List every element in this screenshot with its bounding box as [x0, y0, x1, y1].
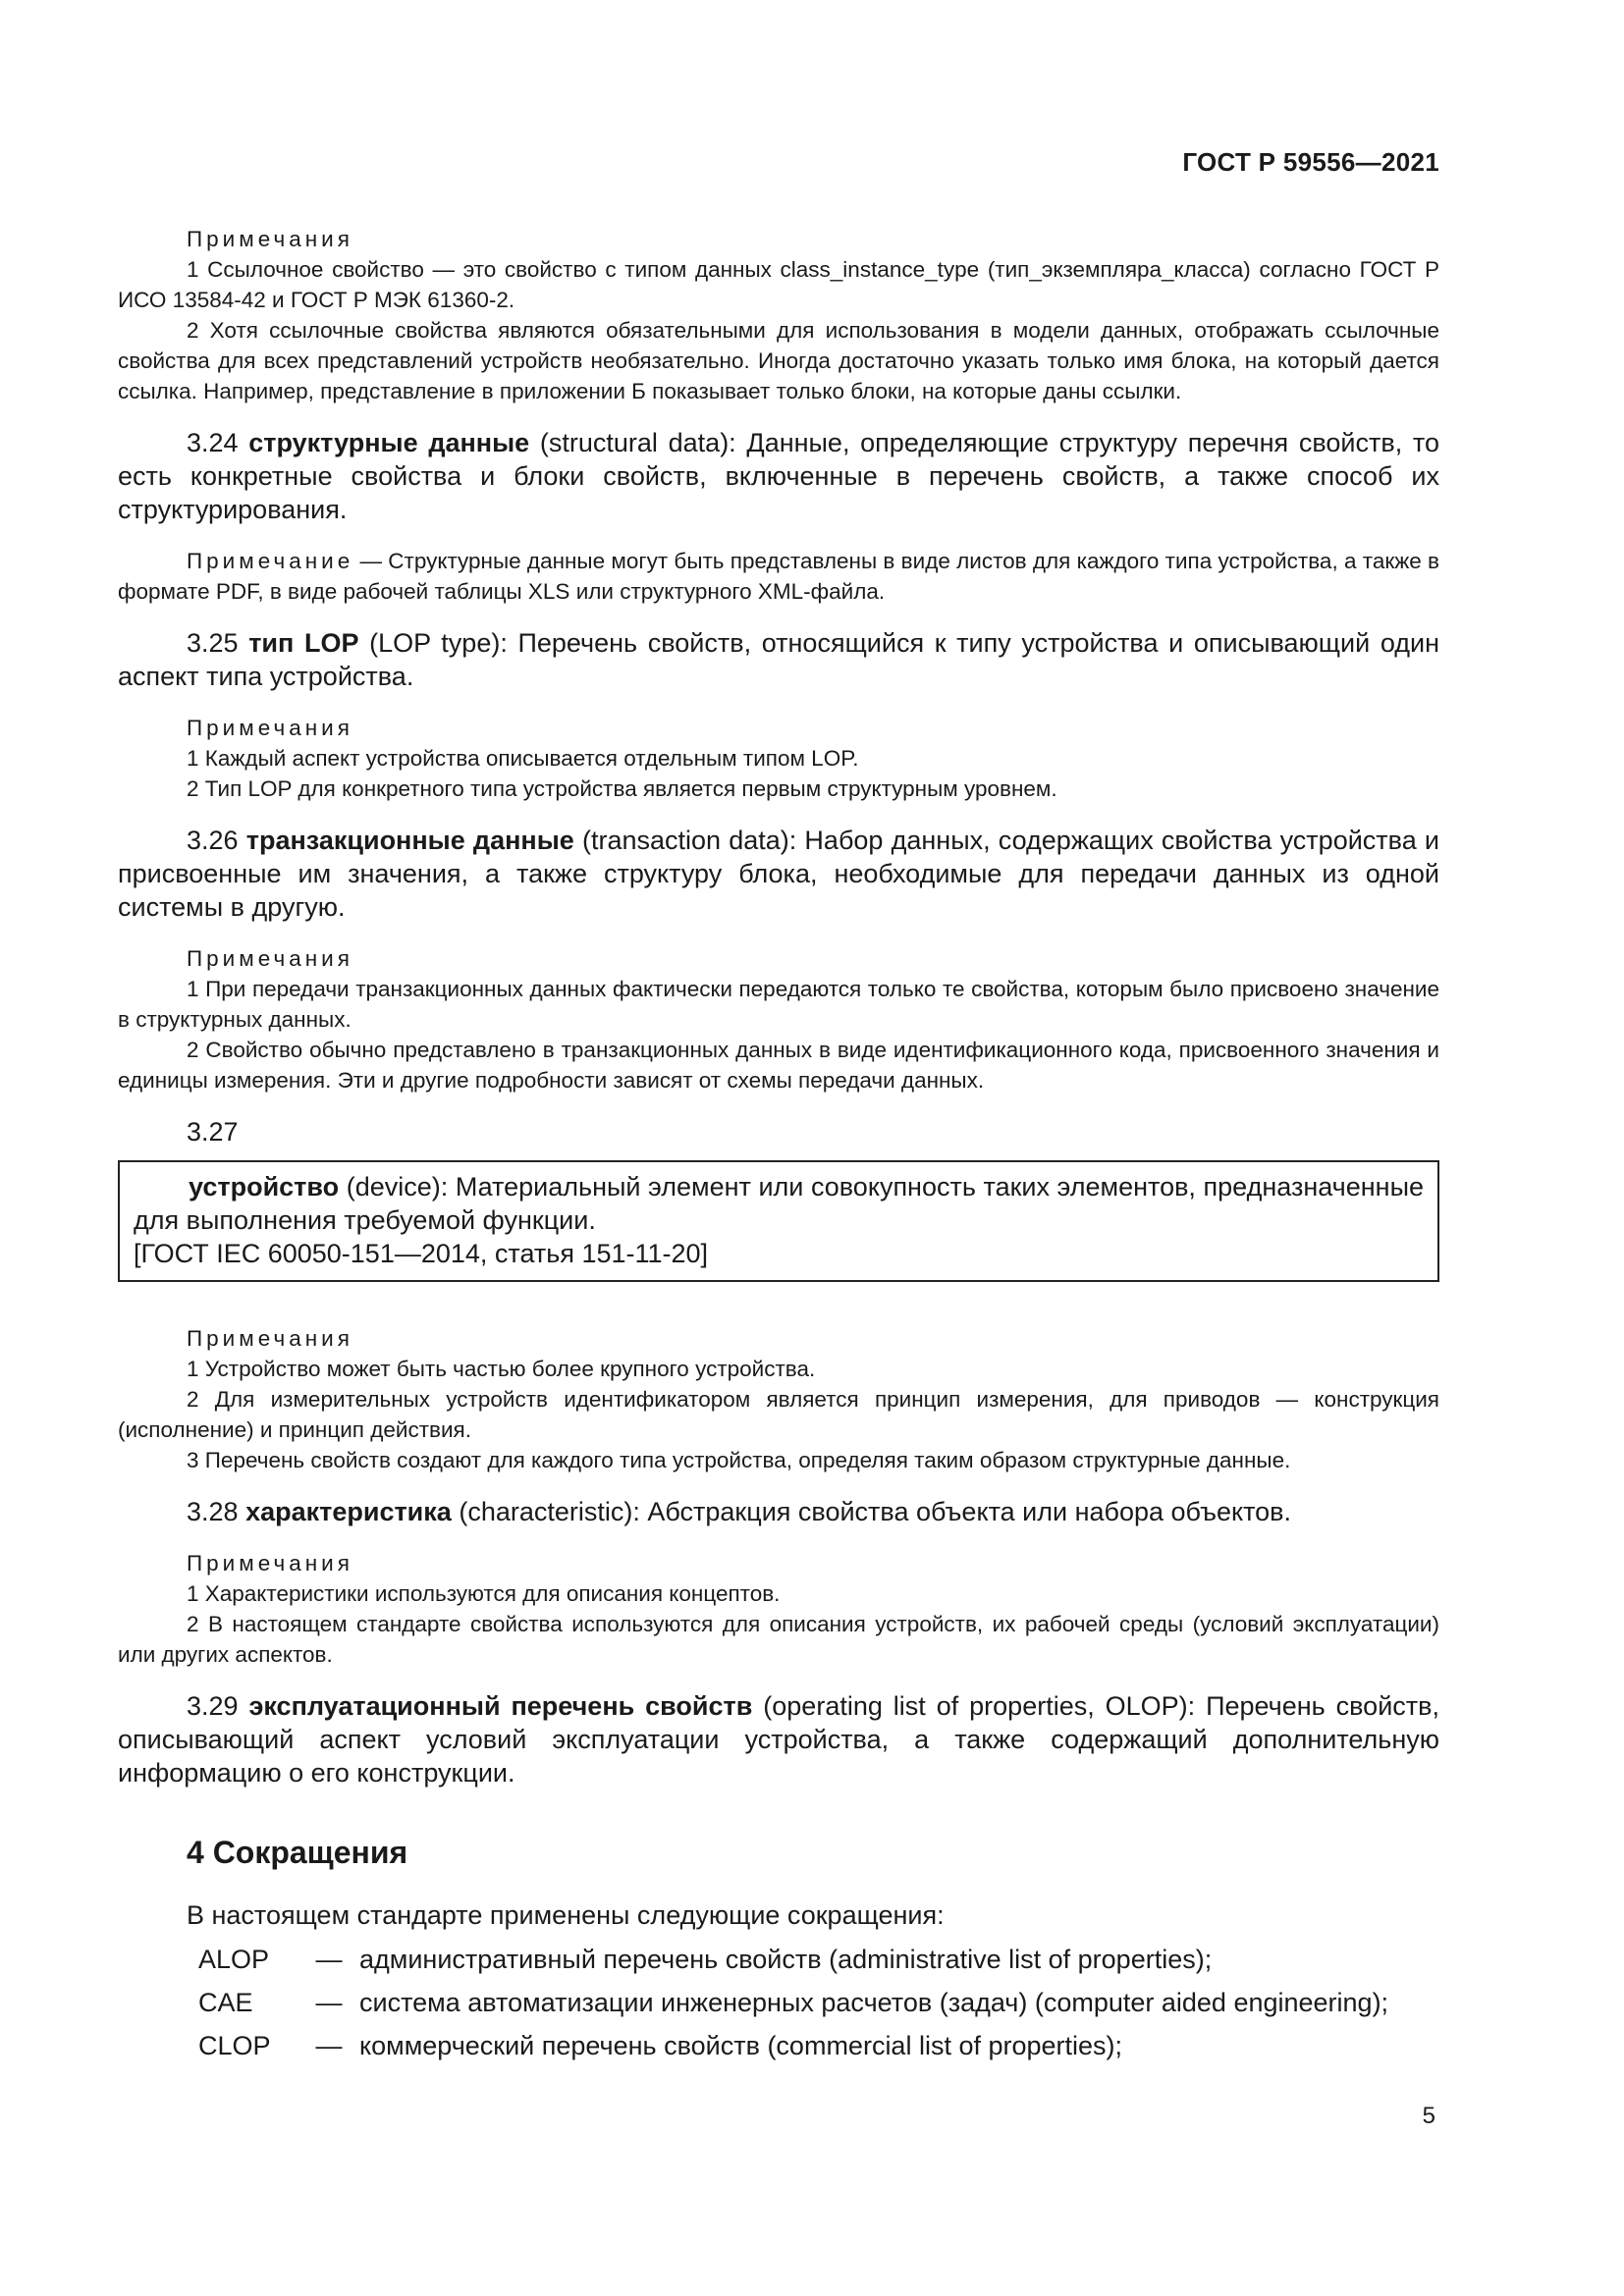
note-text: — Структурные данные могут быть представлены в виде листов для каждого типа устройства, а также в формате PDF, в виде рабочей таблицы XLS или структурного XML-файла. [118, 549, 1439, 604]
note-item: 2 В настоящем стандарте свойства используются для описания устройств, их рабочей среды (условий эксплуатации) или других аспектов. [118, 1612, 1439, 1667]
list-item [118, 2024, 1439, 2067]
abbreviation-code: CLOP [198, 2031, 271, 2060]
note-item: 1 Ссылочное свойство — это свойство с типом данных class_instance_type (тип_экземпляра_класса) согласно ГОСТ Р ИСО 13584-42 и ГОСТ Р МЭК 61360-2. [118, 257, 1439, 312]
notes-heading: Примечания [187, 227, 353, 251]
page-number: 5 [1422, 2103, 1435, 2129]
term-number: 3.26 [187, 826, 246, 855]
note-item: 2 Тип LOP для конкретного типа устройства является первым структурным уровнем. [187, 776, 1057, 801]
note-item: 1 Каждый аспект устройства описывается отдельным типом LOP. [187, 746, 859, 771]
term-definition: (device): Материальный элемент или совокупность таких элементов, предназначенные для выполнения требуемой функции. [134, 1172, 1424, 1235]
term-number: 3.29 [187, 1691, 249, 1721]
term-name: транзакционные данные [245, 826, 574, 855]
term-3-26 [118, 824, 1439, 924]
abbreviation-text: коммерческий перечень свойств (commercial list of properties); [359, 2031, 1123, 2060]
term-3-24 [118, 426, 1439, 526]
notes-3-26 [118, 943, 1439, 1095]
page-content [118, 224, 1439, 2067]
note-label: Примечание [187, 549, 354, 573]
definition-source: [ГОСТ IEC 60050-151—2014, статья 151-11-20] [134, 1239, 709, 1268]
abbreviation-text: система автоматизации инженерных расчетов (задач) (computer aided engineering); [359, 1988, 1389, 2017]
note-item: 2 Хотя ссылочные свойства являются обязательными для использования в модели данных, отображать ссылочные свойства для всех представлений устройств необязательно. Иногда достаточно указать только имя блока, на который дается ссылка. Например, представление в приложении Б показывает только блоки, на которые даны ссылки. [118, 318, 1439, 403]
notes-heading: Примечания [187, 1551, 353, 1575]
notes-3-28 [118, 1548, 1439, 1670]
note-item: 1 Характеристики используются для описания концептов. [187, 1581, 781, 1606]
list-item [118, 1938, 1439, 1981]
term-name: эксплуатационный перечень свойств [248, 1691, 753, 1721]
term-number: 3.28 [187, 1497, 246, 1526]
term-3-25 [118, 626, 1439, 693]
term-number: 3.24 [187, 428, 249, 457]
term-3-27-number: 3.27 [187, 1117, 239, 1147]
notes-heading: Примечания [187, 716, 353, 740]
section-intro: В настоящем стандарте применены следующие сокращения: [187, 1900, 945, 1930]
term-definition: (characteristic): Абстракция свойства объекта или набора объектов. [451, 1497, 1292, 1526]
abbreviation-text: административный перечень свойств (administrative list of properties); [359, 1945, 1213, 1974]
term-definition: (LOP type): Перечень свойств, относящийся к типу устройства и описывающий один аспект типа устройства. [118, 628, 1439, 691]
term-name: характеристика [245, 1497, 452, 1526]
term-3-28 [118, 1495, 1439, 1528]
term-name: структурные данные [248, 428, 530, 457]
term-definition: (operating list of properties, OLOP): Перечень свойств, описывающий аспект условий эксплуатации устройства, а также содержащий дополнительную информацию о его конструкции. [118, 1691, 1439, 1788]
abbreviation-code: CAE [198, 1988, 253, 2017]
note-item: 1 Устройство может быть частью более крупного устройства. [187, 1357, 816, 1381]
abbreviation-dash: — [315, 1945, 343, 1974]
notes-3-25 [118, 713, 1439, 804]
term-3-27 [134, 1170, 1424, 1237]
abbreviation-list [118, 1938, 1439, 2067]
term-definition: (structural data): Данные, определяющие структуру перечня свойств, то есть конкретные свойства и блоки свойств, включенные в перечень свойств, а также способ их структурирования. [118, 428, 1439, 524]
notes-top [118, 224, 1439, 406]
section-title: 4 Сокращения [187, 1835, 408, 1870]
notes-3-27 [118, 1323, 1439, 1475]
term-name: тип LOP [248, 628, 359, 658]
note-3-24 [118, 546, 1439, 607]
note-item: 1 При передачи транзакционных данных фактически передаются только те свойства, которым было присвоено значение в структурных данных. [118, 977, 1439, 1032]
abbreviation-dash: — [315, 1988, 343, 2017]
note-item: 2 Для измерительных устройств идентификатором является принцип измерения, для приводов — конструкция (исполнение) и принцип действия. [118, 1387, 1439, 1442]
term-name: устройство [189, 1172, 340, 1201]
term-3-29 [118, 1689, 1439, 1789]
abbreviation-dash: — [315, 2031, 343, 2060]
note-item: 2 Свойство обычно представлено в транзакционных данных в виде идентификационного кода, присвоенного значения и единицы измерения. Эти и другие подробности зависят от схемы передачи данных. [118, 1038, 1439, 1093]
term-definition: (transaction data): Набор данных, содержащих свойства устройства и присвоенные им значения, а также структуру блока, необходимые для передачи данных из одной системы в другую. [118, 826, 1439, 922]
document-code: ГОСТ Р 59556—2021 [1182, 147, 1439, 177]
list-item [118, 1981, 1439, 2024]
notes-heading: Примечания [187, 1326, 353, 1351]
notes-heading: Примечания [187, 946, 353, 971]
term-number: 3.25 [187, 628, 249, 658]
definition-box [118, 1160, 1439, 1282]
note-item: 3 Перечень свойств создают для каждого типа устройства, определяя таким образом структурные данные. [187, 1448, 1291, 1472]
abbreviation-code: ALOP [198, 1945, 270, 1974]
